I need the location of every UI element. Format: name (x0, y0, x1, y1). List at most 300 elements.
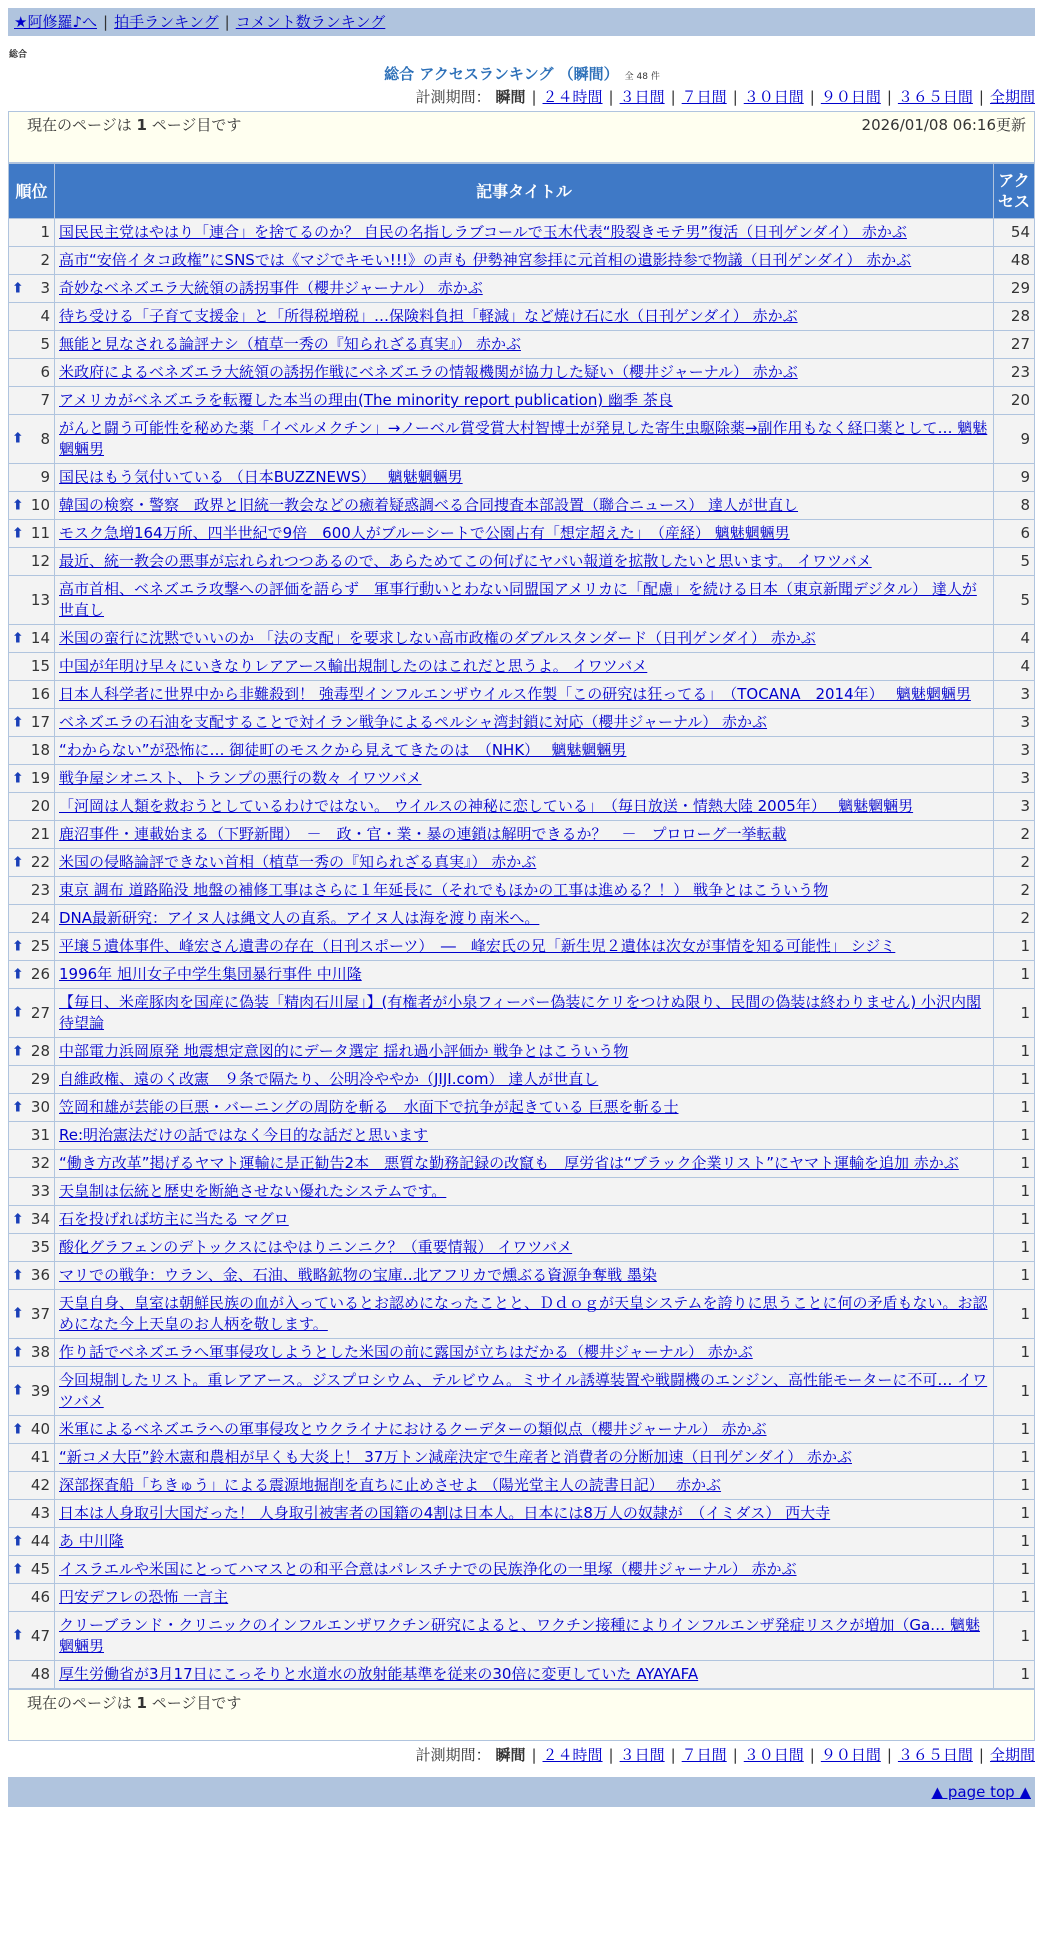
rank-up-arrow-icon: ⬆ (12, 1382, 24, 1399)
article-link[interactable]: 天皇制は伝統と歴史を断絶させない優れたシステムです。 (59, 1182, 447, 1200)
rank-cell (9, 303, 55, 331)
rank-number: 43 (30, 1504, 50, 1522)
rank-number: 5 (40, 335, 50, 353)
access-count: 2 (994, 877, 1035, 905)
page-indicator-prefix: 現在のページは (27, 116, 132, 134)
access-count: 1 (994, 989, 1035, 1038)
title-cell (55, 415, 994, 464)
article-link[interactable]: 高市首相、ベネズエラ攻撃への評価を語らず 軍事行動いとわない同盟国アメリカに「配慮」を続ける日本（東京新聞デジタル） 達人が世直し (59, 580, 977, 619)
ranking-table (8, 163, 1035, 1689)
title-cell (55, 275, 994, 303)
title-cell (55, 961, 994, 989)
article-link[interactable]: 中部電力浜岡原発 地震想定意図的にデータ選定 揺れ過小評価か 戦争とはこういう物 (59, 1042, 629, 1060)
rank-cell (9, 933, 55, 961)
period-link-90d[interactable]: ９０日間 (820, 1746, 881, 1764)
title-cell (55, 1500, 994, 1528)
ranking-table-body (9, 219, 1035, 1689)
access-count: 1 (994, 1234, 1035, 1262)
article-link[interactable]: 国民民主党はやはり「連合」を捨てるのか？ 自民の名指しラブコールで玉木代表“股裂きモテ男”復活（日刊ゲンダイ） 赤かぶ (59, 223, 907, 241)
table-row (9, 1066, 1035, 1094)
article-link[interactable]: クリーブランド・クリニックのインフルエンザワクチン研究によると、ワクチン接種によりインフルエンザ発症リスクが増加（Ga… 魑魅魍魎男 (59, 1616, 980, 1655)
title-cell (55, 1528, 994, 1556)
rank-cell (9, 520, 55, 548)
rank-number: 24 (30, 909, 50, 927)
article-link[interactable]: 韓国の検察・警察 政界と旧統一教会などの癒着疑惑調べる合同捜査本部設置（聯合ニュース） 達人が世直し (59, 496, 799, 514)
rank-number: 6 (40, 363, 50, 381)
rank-up-arrow-icon: ⬆ (12, 497, 24, 513)
access-count: 1 (994, 1066, 1035, 1094)
title-cell (55, 1094, 994, 1122)
article-link[interactable]: 米軍によるベネズエラへの軍事侵攻とウクライナにおけるクーデターの類似点（櫻井ジャーナル） 赤かぶ (59, 1420, 767, 1438)
rank-number: 37 (30, 1304, 50, 1323)
table-row (9, 303, 1035, 331)
access-count: 1 (994, 1444, 1035, 1472)
section-label: 総合 (9, 50, 28, 60)
top-nav-bar (8, 8, 1035, 36)
title-cell (55, 1416, 994, 1444)
table-row (9, 331, 1035, 359)
table-row (9, 877, 1035, 905)
rank-number: 11 (30, 524, 50, 542)
access-count: 6 (994, 520, 1035, 548)
period-link-3d[interactable]: ３日間 (619, 1746, 665, 1764)
article-link[interactable]: 戦争屋シオニスト、トランプの悪行の数々 イワツバメ (59, 769, 422, 787)
article-link[interactable]: 円安デフレの恐怖 一言主 (59, 1588, 229, 1606)
table-row (9, 275, 1035, 303)
title-cell (55, 793, 994, 821)
title-cell (55, 625, 994, 653)
title-cell (55, 1038, 994, 1066)
table-row (9, 1556, 1035, 1584)
rank-cell (9, 821, 55, 849)
rank-cell (9, 1472, 55, 1500)
rank-cell (9, 1444, 55, 1472)
table-row (9, 709, 1035, 737)
article-link[interactable]: 石を投げれば坊主に当たる マグロ (59, 1210, 289, 1228)
article-link[interactable]: DNA最新研究：アイヌ人は縄文人の直系。アイヌ人は海を渡り南米へ。 (59, 909, 540, 927)
access-count: 5 (994, 548, 1035, 576)
article-link[interactable]: 米国の侵略論評できない首相（植草一秀の『知られざる真実』） 赤かぶ (59, 853, 537, 871)
table-row (9, 1206, 1035, 1234)
rank-cell (9, 1234, 55, 1262)
rank-up-arrow-icon: ⬆ (12, 854, 24, 870)
rank-up-arrow-icon: ⬆ (12, 1099, 24, 1115)
article-link[interactable]: 日本人科学者に世界中から非難殺到！ 強毒型インフルエンザウイルス作製「この研究は狂ってる」 （TOCANA 2014年） 魑魅魍魎男 (59, 685, 971, 703)
table-row (9, 415, 1035, 464)
access-count: 20 (994, 387, 1035, 415)
period-link-7d[interactable]: ７日間 (681, 88, 727, 106)
rank-number: 38 (30, 1343, 50, 1361)
article-link[interactable]: 米国の蛮行に沈黙でいいのか 「法の支配」を要求しない高市政権のダブルスタンダード（日刊ゲンダイ） 赤かぶ (59, 629, 816, 647)
article-link[interactable]: モスク急増164万所、四半世紀で9倍 600人がブルーシートで公園占有「想定超えた」 （産経） 魑魅魍魎男 (59, 524, 790, 542)
access-count: 1 (994, 1367, 1035, 1416)
rank-number: 31 (30, 1126, 50, 1144)
access-count: 2 (994, 821, 1035, 849)
title-cell (55, 1290, 994, 1339)
article-link[interactable]: 1996年 旭川女子中学生集団暴行事件 中川隆 (59, 965, 362, 983)
rank-number: 25 (30, 937, 50, 955)
access-count: 2 (994, 849, 1035, 877)
period-current: 瞬間 (495, 1746, 526, 1764)
rank-cell (9, 1367, 55, 1416)
rank-cell (9, 1262, 55, 1290)
table-row (9, 520, 1035, 548)
access-count: 1 (994, 1178, 1035, 1206)
rank-number: 21 (30, 825, 50, 843)
access-count: 9 (994, 464, 1035, 492)
article-link[interactable]: あ 中川隆 (59, 1532, 124, 1550)
rank-cell (9, 1150, 55, 1178)
table-row (9, 1038, 1035, 1066)
rank-number: 13 (30, 590, 50, 609)
rank-cell (9, 576, 55, 625)
article-link[interactable]: “新コメ大臣”鈴木憲和農相が早くも大炎上！ 37万トン減産決定で生産者と消費者の分断加速（日刊ゲンダイ） 赤かぶ (59, 1448, 852, 1466)
article-link[interactable]: がんと闘う可能性を秘めた薬「イベルメクチン」→ノーベル賞受賞大村智博士が発見した寄生虫駆除薬→副作用もなく経口薬として… 魑魅魍魎男 (59, 419, 988, 458)
access-count: 3 (994, 681, 1035, 709)
rank-number: 9 (40, 468, 50, 486)
rank-cell (9, 793, 55, 821)
rank-cell (9, 653, 55, 681)
table-row (9, 492, 1035, 520)
article-link[interactable]: 作り話でベネズエラへ軍事侵攻しようとした米国の前に露国が立ちはだかる（櫻井ジャーナル） 赤かぶ (59, 1343, 753, 1361)
rank-up-arrow-icon: ⬆ (12, 770, 24, 786)
rank-cell (9, 247, 55, 275)
rank-up-arrow-icon: ⬆ (12, 630, 24, 646)
access-count: 3 (994, 765, 1035, 793)
total-count: 全 48 件 (624, 72, 660, 82)
article-link[interactable]: 米政府によるベネズエラ大統領の誘拐作戦にベネズエラの情報機関が協力した疑い（櫻井ジャーナル） 赤かぶ (59, 363, 798, 381)
article-link[interactable]: 中国が年明け早々にいきなりレアアース輸出規制したのはこれだと思うよ。 イワツバメ (59, 657, 648, 675)
rank-number: 48 (30, 1665, 50, 1683)
title-cell (55, 905, 994, 933)
article-link[interactable]: マリでの戦争：ウラン、金、石油、戦略鉱物の宝庫‥北アフリカで燻ぶる資源争奪戦 墨染 (59, 1266, 657, 1284)
access-count: 1 (994, 1290, 1035, 1339)
article-link[interactable]: 国民はもう気付いている （日本BUZZNEWS） 魑魅魍魎男 (59, 468, 463, 486)
article-link[interactable]: Re:明治憲法だけの話ではなく今日的な話だと思います (59, 1126, 429, 1144)
title-cell (55, 709, 994, 737)
title-cell (55, 1472, 994, 1500)
period-link-24h[interactable]: ２４時間 (542, 1746, 603, 1764)
rank-number: 15 (30, 657, 50, 675)
header-access: アクセス (994, 164, 1035, 219)
table-row (9, 793, 1035, 821)
rank-up-arrow-icon: ⬆ (12, 1211, 24, 1227)
access-count: 1 (994, 1661, 1035, 1689)
rank-cell (9, 1612, 55, 1661)
table-row (9, 933, 1035, 961)
access-count: 3 (994, 709, 1035, 737)
rank-number: 28 (30, 1042, 50, 1060)
access-count: 4 (994, 625, 1035, 653)
title-cell (55, 548, 994, 576)
table-row (9, 681, 1035, 709)
title-cell (55, 303, 994, 331)
access-count: 23 (994, 359, 1035, 387)
rank-up-arrow-icon: ⬆ (12, 1561, 24, 1577)
title-cell (55, 464, 994, 492)
article-link[interactable]: 今回規制したリスト。重レアアース。ジスプロシウム、テルビウム。ミサイル誘導装置や戦闘機のエンジン、高性能モーターに不可… イワツバメ (59, 1371, 988, 1410)
rank-number: 20 (30, 797, 50, 815)
rank-cell (9, 989, 55, 1038)
rank-cell (9, 849, 55, 877)
article-link[interactable]: 天皇自身、皇室は朝鮮民族の血が入っているとお認めになったことと、Ｄｄｏｇが天皇システムを誇りに思うことに何の矛盾もない。お認めになた今上天皇のお人柄を敬します。 (59, 1294, 988, 1333)
title-cell (55, 1584, 994, 1612)
article-link[interactable]: ベネズエラの石油を支配することで対イラン戦争によるペルシャ湾封鎖に対応（櫻井ジャーナル） 赤かぶ (59, 713, 768, 731)
access-count: 29 (994, 275, 1035, 303)
table-row (9, 1500, 1035, 1528)
title-cell (55, 989, 994, 1038)
article-link[interactable]: “わからない”が恐怖に… 御徒町のモスクから見えてきたのは （NHK） 魑魅魍魎男 (59, 741, 627, 759)
rank-cell (9, 1290, 55, 1339)
article-link[interactable]: 東京 調布 道路陥没 地盤の補修工事はさらに１年延長に（それでもほかの工事は進める？！） 戦争とはこういう物 (59, 881, 829, 899)
title-cell (55, 1178, 994, 1206)
title-cell (55, 933, 994, 961)
page-indicator-suffix: ページ目です (151, 116, 242, 134)
rank-number: 2 (40, 251, 50, 269)
rank-cell (9, 681, 55, 709)
table-row (9, 1234, 1035, 1262)
table-row (9, 989, 1035, 1038)
article-link[interactable]: 笠岡和雄が芸能の巨悪・バーニングの周防を斬る 水面下で抗争が起きている 巨悪を斬る士 (59, 1098, 679, 1116)
period-link-7d[interactable]: ７日間 (681, 1746, 727, 1764)
rank-cell (9, 1122, 55, 1150)
rank-number: 33 (30, 1182, 50, 1200)
rank-number: 41 (30, 1448, 50, 1466)
rank-cell (9, 1584, 55, 1612)
table-row (9, 387, 1035, 415)
nav-separator: | (224, 13, 230, 31)
access-count: 9 (994, 415, 1035, 464)
rank-up-arrow-icon: ⬆ (12, 1267, 24, 1283)
access-count: 1 (994, 1500, 1035, 1528)
article-link[interactable]: 深部探査船「ちきゅう」による震源地掘削を直ちに止めさせよ （陽光堂主人の読書日記） 赤かぶ (59, 1476, 722, 1494)
title-cell (55, 576, 994, 625)
table-row (9, 849, 1035, 877)
page-indicator-prefix: 現在のページは (27, 1694, 132, 1712)
period-selector-bottom: 計測期間： 瞬間 | ２４時間 | ３日間 | ７日間 | ３０日間 | ９０日間 | ３６５日間 | 全期間 (415, 1746, 1035, 1764)
page-info-bottom (8, 1689, 1035, 1741)
rank-number: 44 (30, 1532, 50, 1550)
rank-number: 17 (30, 713, 50, 731)
period-link-all[interactable]: 全期間 (989, 1746, 1035, 1764)
rank-number: 7 (40, 391, 50, 409)
title-cell (55, 1367, 994, 1416)
access-count: 1 (994, 1262, 1035, 1290)
rank-cell (9, 1339, 55, 1367)
access-count: 1 (994, 1122, 1035, 1150)
rank-number: 42 (30, 1476, 50, 1494)
table-row (9, 737, 1035, 765)
table-row (9, 1178, 1035, 1206)
table-row (9, 1122, 1035, 1150)
title-cell (55, 247, 994, 275)
rank-number: 34 (30, 1210, 50, 1228)
rank-cell (9, 765, 55, 793)
access-count: 1 (994, 1038, 1035, 1066)
header-rank: 順位 (9, 164, 55, 219)
rank-cell (9, 961, 55, 989)
article-link[interactable]: 高市“安倍イタコ政権”にSNSでは《マジでキモい!!!》の声も 伊勢神宮参拝に元首相の遺影持参で物議（日刊ゲンダイ） 赤かぶ (59, 251, 912, 269)
rank-up-arrow-icon: ⬆ (12, 966, 24, 982)
rank-up-arrow-icon: ⬆ (12, 1344, 24, 1360)
rank-number: 3 (40, 279, 50, 297)
rank-cell (9, 1066, 55, 1094)
access-count: 1 (994, 961, 1035, 989)
table-row (9, 1661, 1035, 1689)
rank-number: 47 (30, 1626, 50, 1645)
access-count: 54 (994, 219, 1035, 247)
title-cell (55, 1661, 994, 1689)
access-count: 1 (994, 1612, 1035, 1661)
rank-number: 40 (30, 1420, 50, 1438)
table-row (9, 765, 1035, 793)
access-count: 1 (994, 1472, 1035, 1500)
rank-cell (9, 1556, 55, 1584)
rank-number: 32 (30, 1154, 50, 1172)
rank-cell (9, 415, 55, 464)
nav-separator: | (103, 13, 109, 31)
title-cell (55, 1339, 994, 1367)
title-cell (55, 877, 994, 905)
table-row (9, 1472, 1035, 1500)
article-link[interactable]: 酸化グラフェンのデトックスにはやはりニンニク？（重要情報） イワツバメ (59, 1238, 573, 1256)
rank-cell (9, 464, 55, 492)
rank-number: 19 (30, 769, 50, 787)
table-row (9, 576, 1035, 625)
rank-number: 27 (30, 1003, 50, 1022)
article-link[interactable]: イスラエルや米国にとってハマスとの和平合意はパレスチナでの民族浄化の一里塚（櫻井ジャーナル） 赤かぶ (59, 1560, 797, 1578)
rank-number: 35 (30, 1238, 50, 1256)
rank-number: 14 (30, 629, 50, 647)
period-link-30d[interactable]: ３０日間 (743, 88, 804, 106)
period-link-365d[interactable]: ３６５日間 (897, 88, 973, 106)
period-label: 計測期間： (415, 88, 491, 106)
table-row (9, 625, 1035, 653)
access-count: 1 (994, 1339, 1035, 1367)
title-cell (55, 359, 994, 387)
rank-number: 26 (30, 965, 50, 983)
article-link[interactable]: 奇妙なベネズエラ大統領の誘拐事件（櫻井ジャーナル） 赤かぶ (59, 279, 483, 297)
access-count: 3 (994, 793, 1035, 821)
rank-cell (9, 737, 55, 765)
title-cell (55, 849, 994, 877)
rank-up-arrow-icon: ⬆ (12, 1533, 24, 1549)
article-link[interactable]: 【毎日、米産豚肉を国産に偽装「精肉石川屋」】(有権者が小泉フィーバー偽装にケリをつけぬ限り、民間の偽装は終わりません) 小沢内閣待望論 (59, 993, 982, 1032)
table-row (9, 1150, 1035, 1178)
article-link[interactable]: 待ち受ける「子育て支援金」と「所得税増税」…保険料負担「軽減」など焼け石に水（日刊ゲンダイ） 赤かぶ (59, 307, 798, 325)
rank-number: 22 (30, 853, 50, 871)
access-count: 4 (994, 653, 1035, 681)
article-link[interactable]: アメリカがベネズエラを転覆した本当の理由(The minority report publication) 幽季 茶良 (59, 391, 673, 409)
access-count: 48 (994, 247, 1035, 275)
table-row (9, 821, 1035, 849)
title-cell (55, 387, 994, 415)
nav-link-asyura-home[interactable]: ★阿修羅♪へ (14, 13, 98, 31)
article-link[interactable]: 日本は人身取引大国だった！ 人身取引被害者の国籍の4割は日本人。日本には8万人の奴隷が （イミダス） 西大寺 (59, 1504, 831, 1522)
rank-up-arrow-icon: ⬆ (12, 525, 24, 541)
article-link[interactable]: 鹿沼事件・連載始まる（下野新聞） － 政・官・業・暴の連鎖は解明できるか？ － プロローグ一挙転載 (59, 825, 787, 843)
period-link-all[interactable]: 全期間 (989, 88, 1035, 106)
rank-number: 1 (40, 223, 50, 241)
title-cell (55, 331, 994, 359)
access-count: 1 (994, 1584, 1035, 1612)
rank-cell (9, 219, 55, 247)
rank-number: 10 (30, 496, 50, 514)
nav-link-comment-ranking[interactable]: コメント数ランキング (235, 13, 386, 31)
period-link-365d[interactable]: ３６５日間 (897, 1746, 973, 1764)
rank-cell (9, 1038, 55, 1066)
article-link[interactable]: 平壌５遺体事件、峰宏さん遺書の存在（日刊スポーツ） ― 峰宏氏の兄「新生児２遺体は次女が事情を知る可能性」 シジミ (59, 937, 896, 955)
table-row (9, 548, 1035, 576)
updated-timestamp: 2026/01/08 06:16更新 (861, 116, 1026, 134)
rank-up-arrow-icon: ⬆ (12, 430, 24, 447)
rank-cell (9, 625, 55, 653)
rank-up-arrow-icon: ⬆ (12, 1043, 24, 1059)
rank-cell (9, 1528, 55, 1556)
rank-cell (9, 492, 55, 520)
table-row (9, 1612, 1035, 1661)
page-number: 1 (136, 1694, 147, 1712)
title-cell (55, 1556, 994, 1584)
rank-number: 8 (40, 429, 50, 448)
title-cell (55, 1150, 994, 1178)
table-row (9, 1339, 1035, 1367)
rank-cell (9, 387, 55, 415)
rank-cell (9, 1206, 55, 1234)
table-row (9, 905, 1035, 933)
article-link[interactable]: 最近、統一教会の悪事が忘れられつつあるので、あらためてこの何げにヤバい報道を拡散したいと思います。 イワツバメ (59, 552, 872, 570)
rank-cell (9, 359, 55, 387)
rank-cell (9, 548, 55, 576)
access-count: 1 (994, 1150, 1035, 1178)
rank-number: 16 (30, 685, 50, 703)
table-row (9, 1262, 1035, 1290)
access-count: 1 (994, 1206, 1035, 1234)
article-link[interactable]: 無能と見なされる論評ナシ（植草一秀の『知られざる真実』） 赤かぶ (59, 335, 521, 353)
table-row (9, 247, 1035, 275)
access-count: 5 (994, 576, 1035, 625)
table-row (9, 961, 1035, 989)
article-link[interactable]: “働き方改革”掲げるヤマト運輸に是正勧告2本 悪質な勤務記録の改竄も 厚労省は“ブラック企業リスト”にヤマト運輸を追加 赤かぶ (59, 1154, 959, 1172)
access-count: 8 (994, 492, 1035, 520)
article-link[interactable]: 自維政権、遠のく改憲 ９条で隔たり、公明冷ややか（JIJI.com） 達人が世直し (59, 1070, 599, 1088)
rank-cell (9, 1094, 55, 1122)
access-count: 2 (994, 905, 1035, 933)
page-indicator-suffix: ページ目です (151, 1694, 242, 1712)
rank-cell (9, 1661, 55, 1689)
table-row (9, 1094, 1035, 1122)
rank-cell (9, 709, 55, 737)
page-top-link[interactable]: ▲ page top ▲ (931, 1783, 1031, 1801)
period-link-24h[interactable]: ２４時間 (542, 88, 603, 106)
title-cell (55, 1206, 994, 1234)
table-row (9, 1444, 1035, 1472)
rank-number: 46 (30, 1588, 50, 1606)
table-row (9, 1367, 1035, 1416)
title-cell (55, 520, 994, 548)
nav-link-applause-ranking[interactable]: 拍手ランキング (114, 13, 219, 31)
title-cell (55, 1234, 994, 1262)
title-cell (55, 1444, 994, 1472)
period-link-90d[interactable]: ９０日間 (820, 88, 881, 106)
article-link[interactable]: 「河岡は人類を救おうとしているわけではない。 ウイルスの神秘に恋している」 （毎日放送・情熱大陸 2005年） 魑魅魍魎男 (59, 797, 914, 815)
period-link-30d[interactable]: ３０日間 (743, 1746, 804, 1764)
page-info-top (8, 111, 1035, 163)
rank-number: 39 (30, 1381, 50, 1400)
period-link-3d[interactable]: ３日間 (619, 88, 665, 106)
article-link[interactable]: 厚生労働省が3月17日にこっそりと水道水の放射能基準を従来の30倍に変更していた AYAYAFA (59, 1665, 699, 1683)
rank-number: 23 (30, 881, 50, 899)
